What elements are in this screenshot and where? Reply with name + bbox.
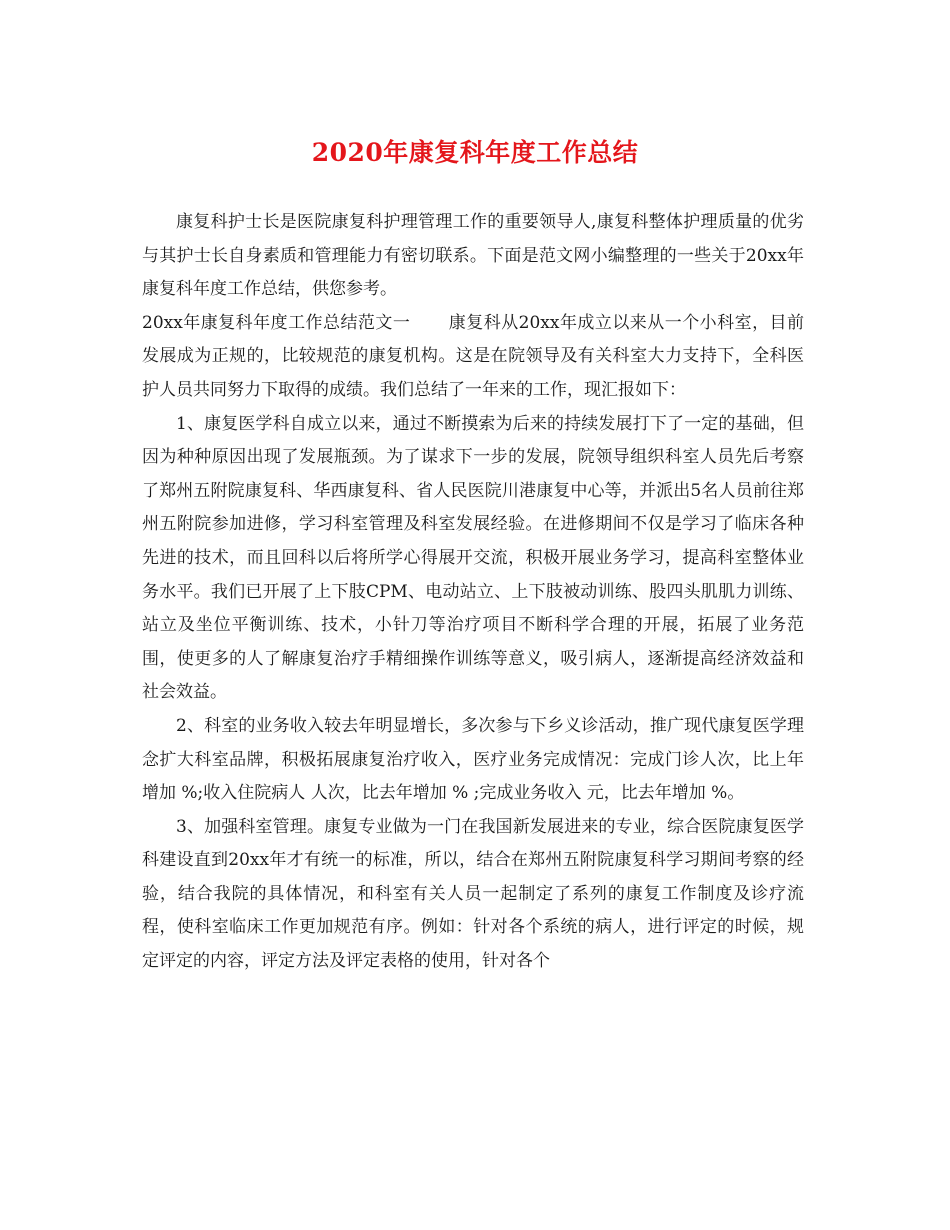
sample-heading: 20xx年康复科年度工作总结范文一 [142,312,411,333]
document-title: 2020年康复科年度工作总结 [311,138,639,167]
intro-paragraph: 康复科护士长是医院康复科护理管理工作的重要领导人,康复科整体护理质量的优劣与其护士长自身素质和管理能力有密切联系。下面是范文网小编整理的一些关于20xx年康复科年度工作总结，供您参考。 [142,212,804,300]
item-2-paragraph: 2、科室的业务收入较去年明显增长，多次参与下乡义诊活动，推广现代康复医学理念扩大科室品牌，积极拓展康复治疗收入，医疗业务完成情况：完成门诊人次，比上年增加 %;收入住院病人 人次，比去年增加 % ;完成业务收入 元，比去年增加 %。 [142,715,804,804]
item-1-paragraph: 1、康复医学科自成立以来，通过不断摸索为后来的持续发展打下了一定的基础，但因为种种原因出现了发展瓶颈。为了谋求下一步的发展，院领导组织科室人员先后考察了郑州五附院康复科、华西康复科、省人民医院川港康复中心等，并派出5名人员前往郑州五附院参加进修，学习科室管理及科室发展经验。在进修期间不仅是学习了临床各种先进的技术，而且回科以后将所学心得展开交流，积极开展业务学习，提高科室整体业务水平。我们已开展了上下肢CPM、电动站立、上下肢被动训练、股四头肌肌力训练、站立及坐位平衡训练、技术，小针刀等治疗项目不断科学合理的开展，拓展了业务范围，使更多的人了解康复治疗手精细操作训练等意义，吸引病人，逐渐提高经济效益和社会效益。 [142,413,804,703]
sample-intro-text: 康复科从20xx年成立以来从一个小科室，目前发展成为正规的，比较规范的康复机构。这是在院领导及有关科室大力支持下，全科医护人员共同努力下取得的成绩。我们总结了一年来的工作，现汇报如下： [142,312,805,400]
document-body [142,206,804,979]
item-3-paragraph: 3、加强科室管理。康复专业做为一门在我国新发展进来的专业，综合医院康复医学科建设直到20xx年才有统一的标准，所以，结合在郑州五附院康复科学习期间考察的经验，结合我院的具体情况，和科室有关人员一起制定了系列的康复工作制度及诊疗流程，使科室临床工作更加规范有序。例如：针对各个系统的病人，进行评定的时候，规定评定的内容，评定方法及评定表格的使用，针对各个 [142,816,804,972]
sample-paragraph [142,307,804,408]
